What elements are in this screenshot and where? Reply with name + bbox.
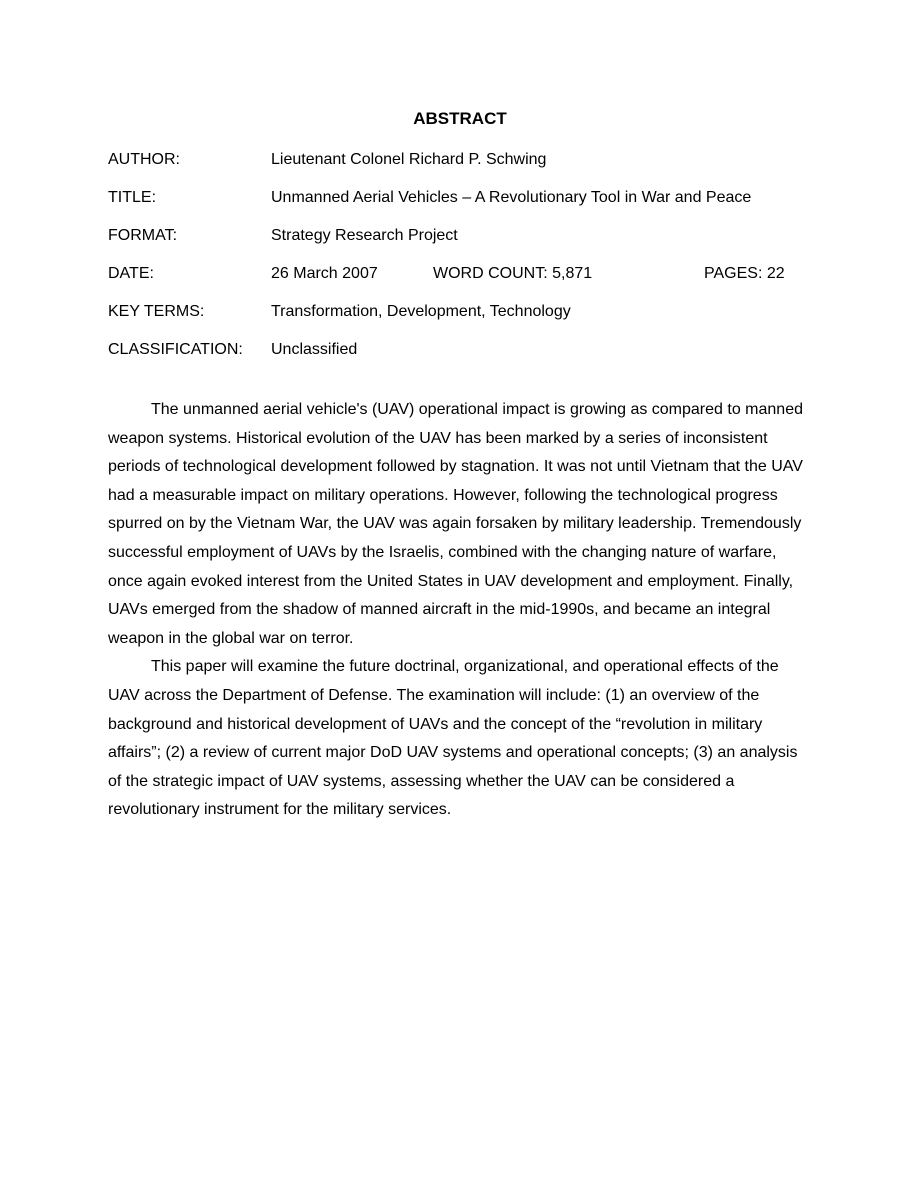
abstract-paragraph-1: The unmanned aerial vehicle's (UAV) operational impact is growing as compared to manned weapon systems. Historical evolution of the UAV has been marked by a series of inconsistent periods of technological development followed by stagnation. It was not until Vietnam that the UAV had a measurable impact on military operations. However, following the technological progress spurred on by the Vietnam War, the UAV was again forsaken by military leadership. Tremendously successful employment of UAVs by the Israelis, combined with the changing nature of warfare, once again evoked interest from the United States in UAV development and employment. Finally, UAVs emerged from the shadow of manned aircraft in the mid-1990s, and became an integral weapon in the global war on terror.	[108, 401, 803, 647]
title-value: Unmanned Aerial Vehicles – A Revolutionary Tool in War and Peace	[271, 189, 752, 206]
abstract-heading: ABSTRACT	[413, 109, 507, 128]
author-label: AUTHOR:	[108, 151, 180, 168]
abstract-body	[108, 396, 812, 825]
title-label: TITLE:	[108, 189, 157, 206]
date-value: 26 March 2007	[271, 265, 378, 282]
word-count: WORD COUNT: 5,871	[433, 265, 593, 282]
page-count: PAGES: 22	[704, 265, 785, 282]
key-terms-label: KEY TERMS:	[108, 303, 205, 320]
format-label: FORMAT:	[108, 227, 178, 244]
classification-label: CLASSIFICATION:	[108, 341, 243, 358]
classification-value: Unclassified	[271, 341, 358, 358]
author-value: Lieutenant Colonel Richard P. Schwing	[271, 151, 547, 168]
format-value: Strategy Research Project	[271, 227, 458, 244]
key-terms-value: Transformation, Development, Technology	[271, 303, 571, 320]
date-label: DATE:	[108, 265, 154, 282]
abstract-paragraph-2: This paper will examine the future doctrinal, organizational, and operational effects of the UAV across the Department of Defense. The examination will include: (1) an overview of the background and historical development of UAVs and the concept of the “revolution in military affairs”; (2) a review of current major DoD UAV systems and operational concepts; (3) an analysis of the strategic impact of UAV systems, assessing whether the UAV can be considered a revolutionary instrument for the military services.	[108, 658, 798, 819]
